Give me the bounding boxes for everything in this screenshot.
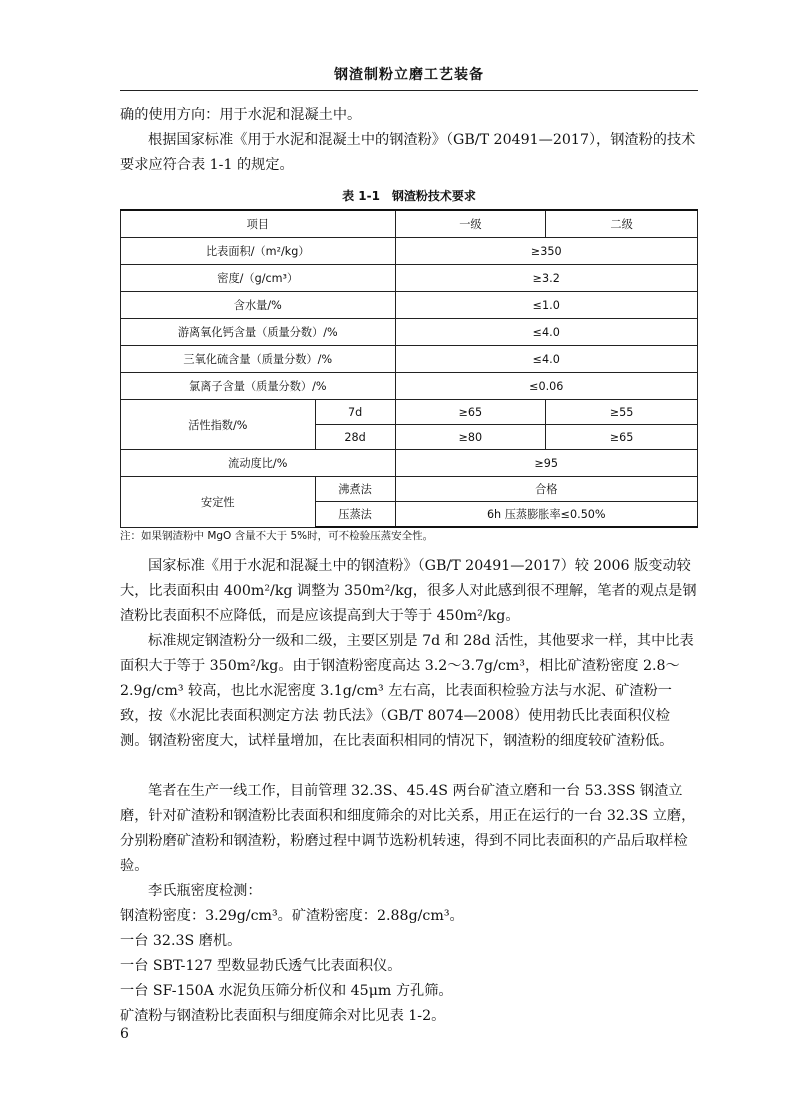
stability-autoclave-value: 6h 压蒸膨胀率≤0.50%: [395, 502, 697, 528]
paragraph-7: 钢渣粉密度：3.29g/cm³。矿渣粉密度：2.88g/cm³。: [120, 908, 464, 924]
activity-age-28d: 28d: [315, 425, 395, 450]
activity-7d-grade1: ≥65: [395, 400, 546, 425]
table-row: [121, 319, 698, 346]
stability-method-autoclave: 压蒸法: [315, 502, 395, 528]
paragraph-4-text: 标准规定钢渣粉分一级和二级，主要区别是 7d 和 28d 活性，其他要求一样，其中比表面积大于等于 350m²/kg。由于钢渣粉密度高达 3.2～3.7g/cm³，相比矿渣粉密度 2.8～2.9g/cm³ 较高，也比水泥密度 3.1g/cm³ 左右高，比表面积检验方法与水泥、矿渣粉一致，按《水泥比表面积测定方法 勃氏法》（GB/T 8074—2008）使用勃氏比表面积仪检测。钢渣粉密度大，试样量增加，在比表面积相同的情况下，钢渣粉的细度较矿渣粉低。: [120, 633, 694, 749]
table-note: 注：如果钢渣粉中 MgO 含量不大于 5%时，可不检验压蒸安全性。: [120, 530, 434, 542]
row-value: ≤1.0: [395, 292, 697, 319]
paragraph-4: [120, 629, 698, 754]
table-row: [121, 346, 698, 373]
stability-method-boil: 沸煮法: [315, 477, 395, 502]
row-label: 游离氧化钙含量（质量分数）/%: [121, 319, 396, 346]
header-grade2: 二级: [546, 210, 698, 238]
row-label: 含水量/%: [121, 292, 396, 319]
table-row: [121, 265, 698, 292]
row-value: ≥3.2: [395, 265, 697, 292]
row-label: 活性指数/%: [121, 400, 316, 450]
table-row: [121, 292, 698, 319]
activity-28d-grade1: ≥80: [395, 425, 546, 450]
row-value: ≥350: [395, 238, 697, 265]
page-number: 6: [120, 1026, 129, 1042]
row-label: 三氧化硫含量（质量分数）/%: [121, 346, 396, 373]
paragraph-6-text: 李氏瓶密度检测：: [148, 883, 262, 899]
paragraph-9: 一台 SBT-127 型数显勃氏透气比表面积仪。: [120, 958, 402, 974]
paragraph-10: 一台 SF-150A 水泥负压筛分析仪和 45μm 方孔筛。: [120, 983, 453, 999]
paragraph-6: [120, 879, 698, 904]
paragraph-3-text: 国家标准《用于水泥和混凝土中的钢渣粉》（GB/T 20491—2017）较 2006 版变动较大，比表面积由 400m²/kg 调整为 350m²/kg，很多人对此感到很不理解，笔者的观点是钢渣粉比表面积不应降低，而是应该提高到大于等于 450m²/kg。: [120, 558, 697, 624]
row-value: ≤4.0: [395, 319, 697, 346]
paragraph-5: [120, 779, 698, 879]
header-grade1: 一级: [395, 210, 546, 238]
table-header-row: [121, 210, 698, 238]
row-label: 安定性: [121, 477, 316, 528]
paragraph-3: [120, 554, 698, 629]
paragraph-2: [120, 128, 698, 178]
row-label: 比表面积/（m²/kg）: [121, 238, 396, 265]
activity-28d-grade2: ≥65: [546, 425, 698, 450]
stability-boil-value: 合格: [395, 477, 697, 502]
table-caption: 表 1-1 钢渣粉技术要求: [342, 189, 476, 203]
paragraph-8: 一台 32.3S 磨机。: [120, 933, 242, 949]
table-row: [121, 373, 698, 400]
table-row: [121, 400, 698, 425]
row-label: 流动度比/%: [121, 450, 396, 477]
row-value: ≥95: [395, 450, 697, 477]
activity-7d-grade2: ≥55: [546, 400, 698, 425]
running-head: 钢渣制粉立磨工艺装备: [334, 67, 484, 83]
table-row: [121, 450, 698, 477]
paragraph-1: 确的使用方向：用于水泥和混凝土中。: [120, 107, 362, 123]
header-item: 项目: [121, 210, 396, 238]
table-row: [121, 238, 698, 265]
table-row: [121, 477, 698, 502]
row-value: ≤4.0: [395, 346, 697, 373]
paragraph-11: 矿渣粉与钢渣粉比表面积与细度筛余对比见表 1-2。: [120, 1008, 446, 1024]
header-rule: [120, 90, 698, 91]
activity-age-7d: 7d: [315, 400, 395, 425]
row-label: 密度/（g/cm³）: [121, 265, 396, 292]
spec-table: [120, 209, 698, 528]
row-label: 氯离子含量（质量分数）/%: [121, 373, 396, 400]
paragraph-2-text: 根据国家标准《用于水泥和混凝土中的钢渣粉》（GB/T 20491—2017），钢渣粉的技术要求应符合表 1-1 的规定。: [120, 132, 696, 173]
row-value: ≤0.06: [395, 373, 697, 400]
paragraph-5-text: 笔者在生产一线工作，目前管理 32.3S、45.4S 两台矿渣立磨和一台 53.3SS 钢渣立磨，针对矿渣粉和钢渣粉比表面积和细度筛余的对比关系，用正在运行的一台 32.3S 立磨，分别粉磨矿渣粉和钢渣粉，粉磨过程中调节选粉机转速，得到不同比表面积的产品后取样检验。: [120, 783, 696, 874]
